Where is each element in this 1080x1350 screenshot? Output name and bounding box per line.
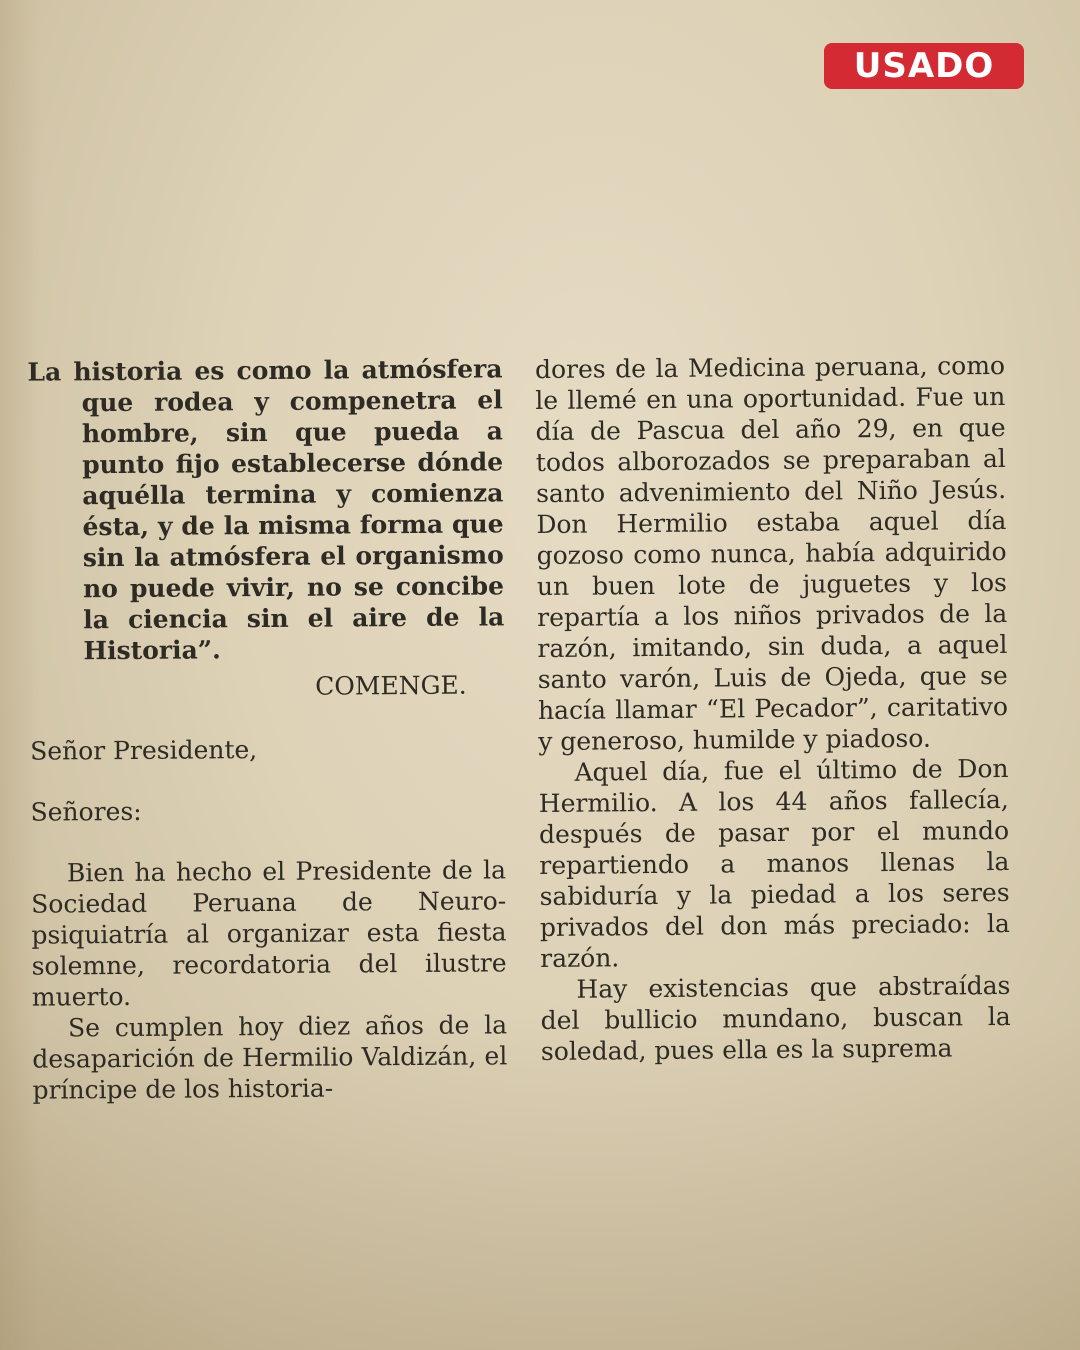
paragraph: Aquel día, fue el último de Don Hermilio. A los 44 años fallecía, después de pasar por el mundo repartiendo a manos llenas la sabiduría y la piedad a los seres privados del don más preciado: la razón.	[538, 753, 1011, 974]
greeting-president: Señor Presidente,	[30, 735, 258, 766]
paragraph: Se cumplen hoy diez años de la desaparición de Hermilio Valdizán, el príncipe de los historia-	[32, 1010, 508, 1105]
paragraph: Bien ha hecho el Presidente de la Sociedad Peruana de Neuro-psiquiatría al organizar esta fiesta solemne, recordatoria del ilustre muerto.	[31, 855, 507, 1012]
paragraph: Hay existencias que abstraídas del bullicio mundano, buscan la soledad, pues ella es la suprema	[540, 970, 1011, 1067]
left-column	[27, 353, 507, 1105]
epigraph-quote: La historia es como la atmósfera que rodea y compenetra el hombre, sin que pueda a punto fijo establecerse dónde aquélla termina y comienza ésta, y de la misma forma que sin la atmósfera el organismo no puede vivir, no se concibe la ciencia sin el aire de la Historia”.	[27, 354, 505, 666]
right-column	[535, 350, 1011, 1067]
used-badge: USADO	[824, 43, 1024, 89]
paragraph: dores de la Medicina peruana, como le llemé en una oportunidad. Fue un día de Pascua del año 29, en que todos alborozados se preparaban al santo advenimiento del Niño Jesús. Don Hermilio estaba aquel día gozoso como nunca, había adquirido un buen lote de juguetes y los repartía a los niños privados de la razón, imitando, sin duda, a aquel santo varón, Luis de Ojeda, que se hacía llamar “El Pecador”, caritativo y generoso, humilde y piadoso.	[534, 350, 1009, 757]
epigraph-author: COMENGE.	[315, 670, 467, 701]
greeting-gentlemen: Señores:	[30, 796, 142, 827]
